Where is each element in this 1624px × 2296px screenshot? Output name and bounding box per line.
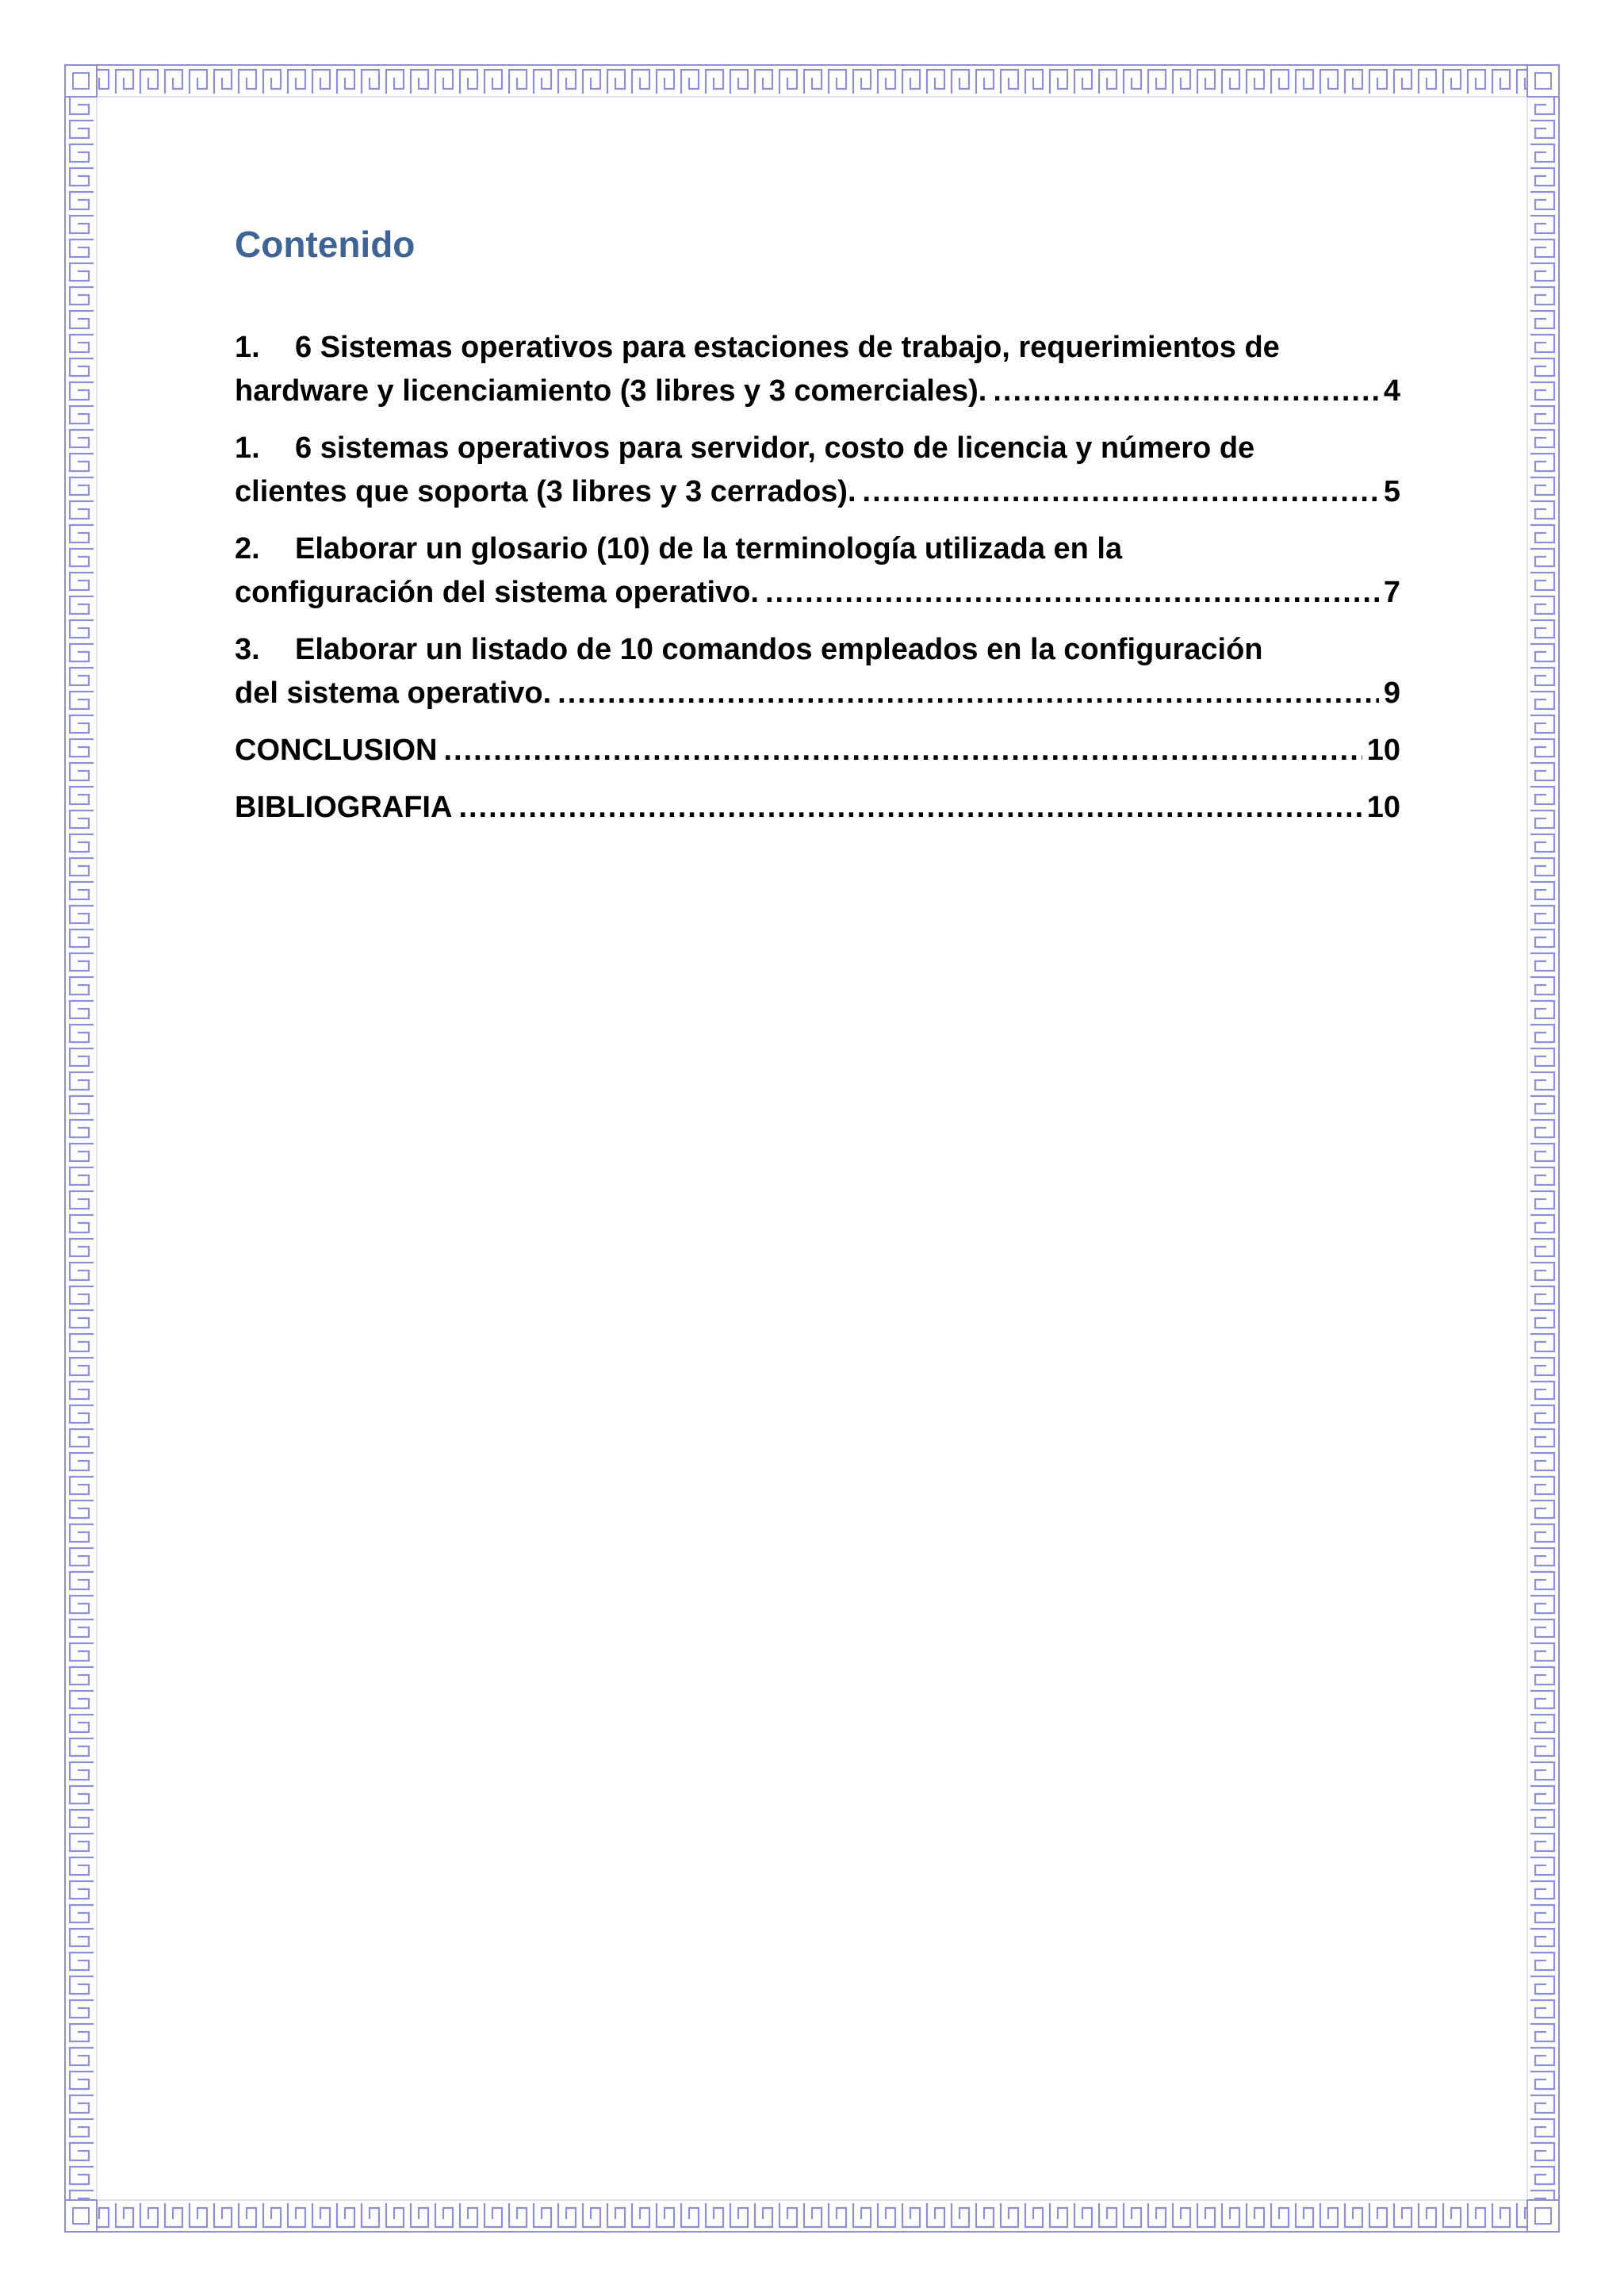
toc-entry-number: 1. (235, 331, 260, 364)
toc-entry-text-continued: del sistema operativo. (235, 677, 552, 710)
toc-entry-last-line (235, 729, 1400, 772)
toc-entry-text: 6 sistemas operativos para servidor, costo de licencia y número de (295, 431, 1255, 465)
toc-entry-number: 3. (235, 633, 260, 666)
toc-entry-last-line (235, 370, 1400, 413)
toc-entry[interactable] (235, 628, 1400, 715)
dot-leader (993, 370, 1379, 413)
toc-entry-text: BIBLIOGRAFIA (235, 791, 453, 824)
toc-entry-first-line (235, 628, 1400, 672)
toc-list (235, 326, 1400, 830)
toc-entry-text: Elaborar un glosario (10) de la terminología utilizada en la (295, 532, 1123, 565)
toc-page-number: 9 (1383, 677, 1400, 710)
toc-page-number: 4 (1383, 374, 1400, 408)
toc-entry-number: 2. (235, 532, 260, 565)
toc-entry-first-line (235, 326, 1400, 370)
toc-entry-text-continued: configuración del sistema operativo. (235, 576, 759, 609)
toc-entry-bibliografia[interactable] (235, 786, 1400, 830)
toc-entry-text-continued: clientes que soporta (3 libres y 3 cerrados). (235, 475, 856, 508)
toc-section (235, 226, 1400, 843)
toc-entry-text: CONCLUSION (235, 734, 438, 767)
toc-page-number: 10 (1366, 734, 1400, 767)
toc-entry-text: Elaborar un listado de 10 comandos empleados en la configuración (295, 633, 1263, 666)
dot-leader (443, 729, 1362, 772)
toc-page-number: 5 (1383, 475, 1400, 508)
toc-entry-last-line (235, 786, 1400, 830)
toc-entry-last-line (235, 672, 1400, 715)
toc-entry[interactable] (235, 527, 1400, 615)
toc-entry-first-line (235, 427, 1400, 470)
toc-entry-text-continued: hardware y licenciamiento (3 libres y 3 comerciales). (235, 374, 987, 408)
dot-leader (863, 470, 1379, 514)
dot-leader (765, 571, 1379, 615)
toc-entry-text: 6 Sistemas operativos para estaciones de trabajo, requerimientos de (295, 331, 1280, 364)
toc-page-number: 10 (1366, 791, 1400, 824)
toc-entry[interactable] (235, 326, 1400, 413)
toc-page-number: 7 (1383, 576, 1400, 609)
toc-entry-number: 1. (235, 431, 260, 465)
toc-entry-conclusion[interactable] (235, 729, 1400, 772)
toc-entry-first-line (235, 527, 1400, 571)
toc-entry[interactable] (235, 427, 1400, 514)
dot-leader (458, 786, 1362, 830)
toc-heading: Contenido (235, 224, 416, 265)
toc-entry-last-line (235, 571, 1400, 615)
toc-entry-last-line (235, 470, 1400, 514)
dot-leader (557, 672, 1379, 715)
